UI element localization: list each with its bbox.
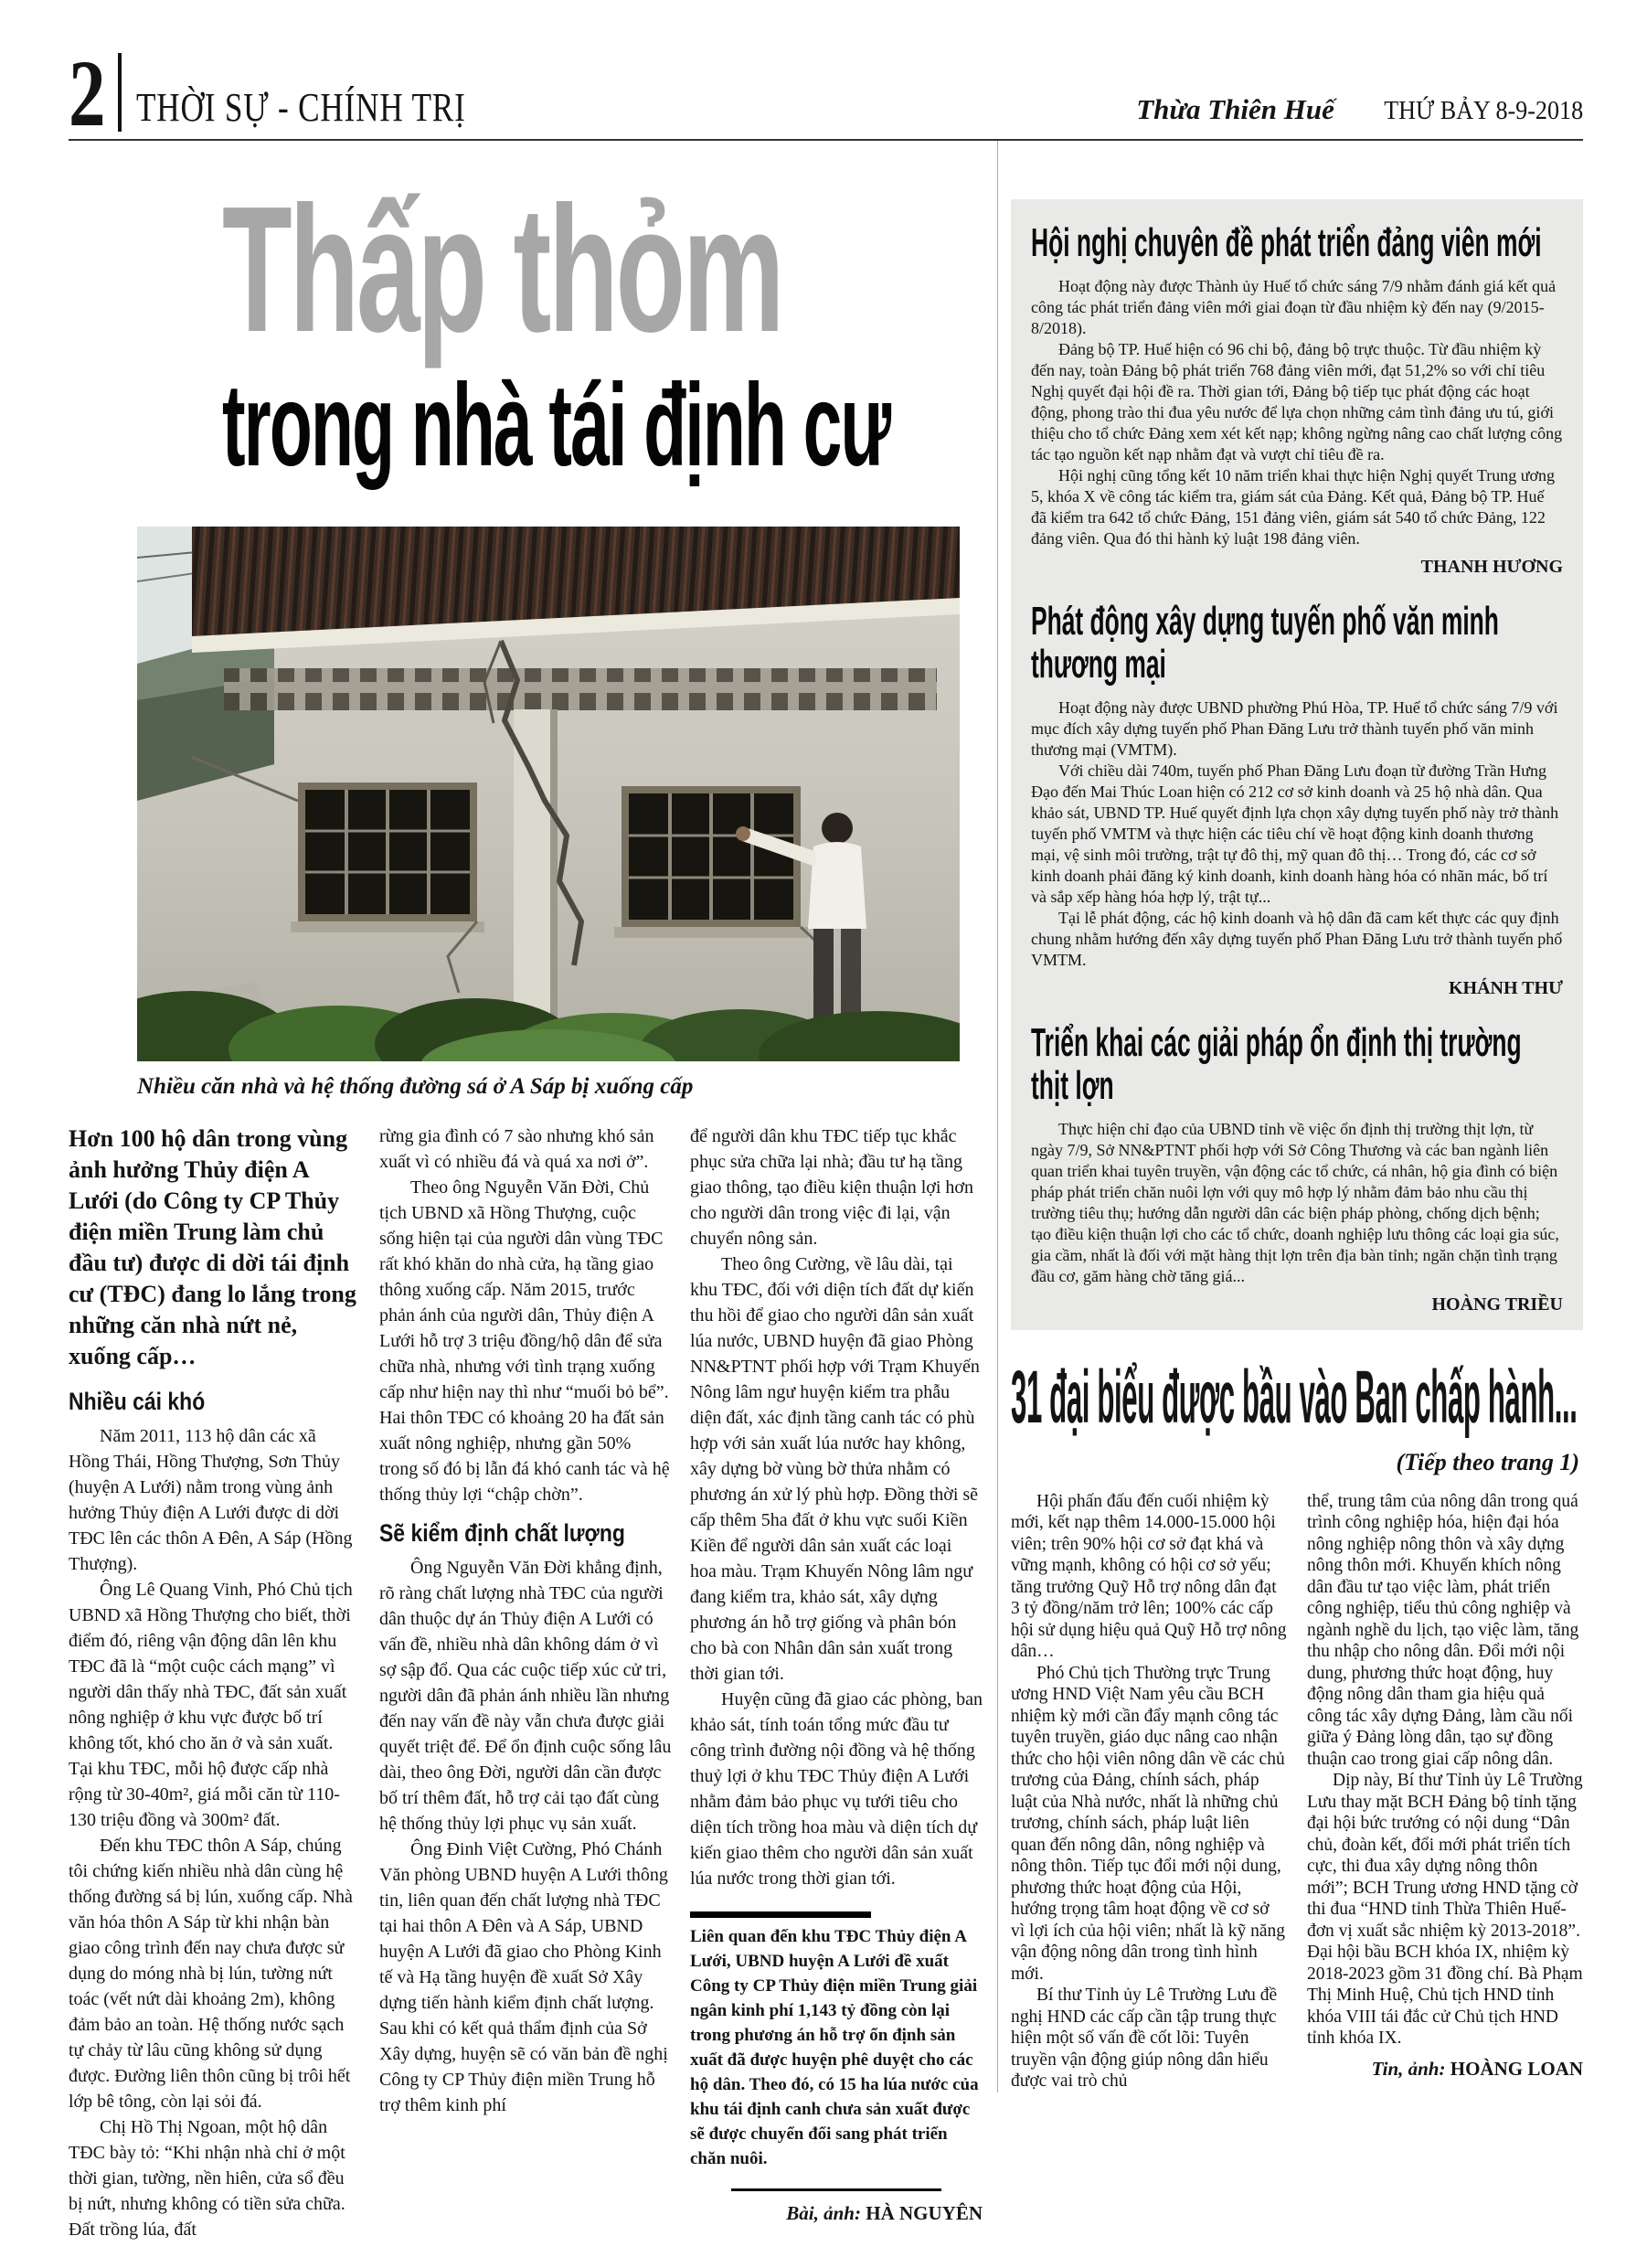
continued-article [1011, 1355, 1583, 2092]
paragraph: Năm 2011, 113 hộ dân các xã Hồng Thái, Hồng Thượng, Sơn Thủy (huyện A Lưới) nằm trong vùng ảnh hưởng Thủy điện A Lưới được di dời TĐC lên các thôn A Đên, A Sáp (Hồng Thượng). [69, 1425, 353, 1574]
paragraph: Thực hiện chỉ đạo của UBND tỉnh về việc ổn định thị trường thịt lợn, từ ngày 7/9, Sở NN&PTNT phối hợp với Sở Công Thương và các ban ngành liên quan triển khai tuyên truyền, vận động các tổ chức, cá nhân, hộ gia đình có biện pháp phát triển chăn nuôi lợn với quy mô hợp lý nhằm đảm bảo nhu cầu thị trường tiêu thụ; hướng dẫn người dân các biện pháp phòng, chống dịch bệnh; tạo điều kiện thuận lợi cho các tổ chức, doanh nghiệp lưu thông các loại gia súc, gia cầm, nhất là đối với mặt hàng thịt lợn trên địa bàn tỉnh; ngăn chặn tình trạng đầu cơ, găm hàng chờ tăng giá... [1031, 1119, 1559, 1285]
sidebar [997, 141, 1583, 2092]
feature-column-2 [379, 1123, 672, 2242]
sidebar-article-pork-market [1031, 1021, 1563, 1315]
paragraph: Ông Đinh Việt Cường, Phó Chánh Văn phòng UBND huyện A Lưới thông tin, liên quan đến chất lượng nhà TĐC tại hai thôn A Đên và A Sáp, UBND huyện A Lưới đã giao cho Phòng Kinh tế và Hạ tầng huyện đề xuất Sở Xây dựng tiến hành kiểm định chất lượng. Sau khi có kết quả thẩm định của Sở Xây dựng, huyện sẽ có văn bản đề nghị Công ty CP Thủy điện miền Trung hỗ trợ thêm kinh phí [379, 1838, 668, 2115]
article-byline: THANH HƯƠNG [1420, 556, 1563, 577]
photo-caption: Nhiều căn nhà và hệ thống đường sá ở A Sáp bị xuống cấp [137, 1074, 694, 1100]
article-body [1031, 1119, 1563, 1287]
continued-from-note: (Tiếp theo trang 1) [1396, 1448, 1579, 1475]
paragraph: Với chiều dài 740m, tuyến phố Phan Đăng Lưu đoạn từ đường Trần Hưng Đạo đến Mai Thúc Loan hiện có 212 cơ sở kinh doanh và 25 hộ nhà dân. Qua khảo sát, UBND TP. Huế quyết định lựa chọn xây dựng tuyến phố này trở thành tuyến phố VMTM và thực hiện các tiêu chí về hoạt động kinh doanh thương mại, vệ sinh môi trường, trật tự đô thị, mỹ quan đô thị… Trong đó, các cơ sở kinh doanh phải đăng ký kinh doanh, kinh doanh hàng hóa có nhãn mác, bố trí và sắp xếp hàng hóa hợp lý, trật tự... [1031, 761, 1559, 906]
paragraph: Chị Hồ Thị Ngoan, một hộ dân TĐC bày tỏ: “Khi nhận nhà chỉ ở một thời gian, tường, nền hiên, cửa sổ đều bị nứt, nhưng không có tiền sửa chữa. Đất trồng lúa, đất [69, 2116, 345, 2240]
paragraph: để người dân khu TĐC tiếp tục khắc phục sửa chữa lại nhà; đầu tư hạ tầng giao thông, tạo điều kiện thuận lợi hơn cho người dân trong việc đi lại, vận chuyển nông sản. [690, 1126, 973, 1250]
editor-note: Liên quan đến khu TĐC Thủy điện A Lưới, UBND huyện A Lưới đề xuất Công ty CP Thủy điện miền Trung giải ngân kinh phí 1,143 tỷ đồng còn lại trong phương án hỗ trợ ổn định sản xuất đã được huyện phê duyệt cho các hộ dân. Theo đó, có 15 ha lúa nước của khu tái định canh chưa sản xuất được sẽ được chuyển đổi sang phát triển chăn nuôi. [690, 1911, 983, 2171]
paragraph: Theo ông Nguyễn Văn Đời, Chủ tịch UBND xã Hồng Thượng, cuộc sống hiện tại của người dân vùng TĐC rất khó khăn do nhà cửa, hạ tầng giao thông xuống cấp. Năm 2015, trước phản ánh của người dân, Thủy điện A Lưới hỗ trợ 3 triệu đồng/hộ dân để sửa chữa nhà, nhưng với tình trạng xuống cấp như hiện nay thì như “muối bỏ bể”. Hai thôn TĐC có khoảng 20 ha đất sản xuất nông nghiệp, nhưng gần 50% trong số đó bị lẫn đá khó canh tác và hệ thống thủy lợi “chập chờn”. [379, 1177, 670, 1506]
paragraph: Hội nghị cũng tổng kết 10 năm triển khai thực hiện Nghị quyết Trung ương 5, khóa X về công tác kiểm tra, giám sát của Đảng. Kết quả, Đảng bộ TP. Huế đã kiểm tra 642 tổ chức Đảng, 151 đảng viên, giám sát 540 tổ chức Đảng, 122 đảng viên. Qua đó thi hành kỷ luật 198 đảng viên. [1031, 465, 1555, 548]
paragraph: Ông Nguyễn Văn Đời khẳng định, rõ ràng chất lượng nhà TĐC của người dân thuộc dự án Thủy điện A Lưới có vấn đề, nhiều nhà dân không dám ở vì sợ sập đổ. Qua các cuộc tiếp xúc cử tri, người dân đã phản ánh nhiều lần nhưng đến nay vấn đề này vẫn chưa được giải quyết triệt để. Để ổn định cuộc sống lâu dài, theo ông Đời, người dân cần được bố trí thêm đất, hỗ trợ cải tạo đất cùng hệ thống thủy lợi phục vụ sản xuất. [379, 1557, 672, 1834]
masthead: Thừa Thiên Huế [1136, 93, 1334, 125]
header-divider [118, 53, 122, 132]
article-title: Hội nghị chuyên đề phát triển đảng viên mới [1031, 220, 1542, 265]
news-briefs-panel [1011, 199, 1583, 1330]
article-byline: KHÁNH THƯ [1448, 977, 1563, 998]
continued-article-title: 31 đại biểu được bầu vào Ban chấp hành... [1011, 1355, 1578, 1439]
page-header [69, 41, 1583, 146]
paragraph: Hoạt động này được UBND phường Phú Hòa, TP. Huế tổ chức sáng 7/9 với mục đích xây dựng tuyến phố Phan Đăng Lưu trở thành tuyến phố văn minh thương mại (VMTM). [1031, 697, 1558, 759]
sidebar-article-party-members [1031, 221, 1563, 578]
page-date: THỨ BẢY 8-9-2018 [1384, 96, 1583, 125]
paragraph: Bí thư Tỉnh ủy Lê Trường Lưu đề nghị HND các cấp cần tập trung thực hiện một số vấn đề cốt lõi: Tuyên truyền vận động giúp nông dân hiểu được vai trò chủ [1011, 1986, 1278, 2092]
feature-columns [69, 1123, 986, 2242]
article-title: Triển khai các giải pháp ổn định thị trường thịt lợn [1031, 1019, 1522, 1109]
article-byline: HOÀNG TRIỀU [1431, 1294, 1563, 1315]
continued-column-1 [1011, 1491, 1287, 2092]
paragraph: Theo ông Cường, về lâu dài, tại khu TĐC, đối với diện tích đất dự kiến thu hồi để giao cho người dân sản xuất lúa nước, UBND huyện đã giao Phòng NN&PTNT phối hợp với Trạm Khuyến Nông lâm ngư huyện kiểm tra phẫu diện đất, xác định tầng canh tác có phù hợp với sản xuất lúa nước hay không, xây dựng bờ vùng bờ thửa nhằm có phương án xử lý phù hợp. Đồng thời sẽ cấp thêm 5ha đất ở khu vực suối Kiền Kiền để người dân sản xuất các loại hoa màu. Trạm Khuyến Nông lâm ngư đang kiểm tra, khảo sát, xây dựng phương án hỗ trợ giống và phân bón cho bà con Nhân dân sản xuất trong thời gian tới. [690, 1254, 980, 1685]
continued-column-2 [1307, 1491, 1583, 2092]
paragraph: Phó Chủ tịch Thường trực Trung ương HND Việt Nam yêu cầu BCH nhiệm kỳ mới cần đẩy mạnh công tác tuyên truyền, giáo dục nâng cao nhận thức cho hội viên nông dân về các chủ trương của Đảng, chính sách, pháp luật của Nhà nước, nhất là những chủ trương, chính sách, pháp luật liên quan đến nông dân, nông nghiệp và nông thôn. Tiếp tục đổi mới nội dung, phương thức hoạt động của Hội, hướng trọng tâm hoạt động về cơ sở vì lợi ích của hội viên; nhất là kỹ năng vận động nông dân trong tình hình mới. [1011, 1663, 1286, 1984]
lead-paragraph: Hơn 100 hộ dân trong vùng ảnh hưởng Thủy điện A Lưới (do Công ty CP Thủy điện miền Trung làm chủ đầu tư) được di dời tái định cư (TĐC) đang lo lắng trong những căn nhà nứt nẻ, xuống cấp… [69, 1125, 356, 1370]
subheading: Nhiều cái khó [69, 1388, 206, 1416]
paragraph: thể, trung tâm của nông dân trong quá trình công nghiệp hóa, hiện đại hóa nông nghiệp nông thôn và xây dựng nông thôn mới. Khuyến khích nông dân đầu tư tạo việc làm, phát triển công nghiệp, tiểu thủ công nghiệp và ngành nghề du lịch, tạo việc làm, tăng thu nhập cho nông dân. Đổi mới nội dung, phương thức hoạt động, huy động nông dân tham gia hiệu quả công tác xây dựng Đảng, làm cầu nối giữa ý Đảng lòng dân, tạo sự đồng thuận cao trong giai cấp nông dân. [1307, 1491, 1579, 1769]
sidebar-article-commercial-street [1031, 600, 1563, 999]
paragraph: Ông Lê Quang Vinh, Phó Chủ tịch UBND xã Hồng Thượng cho biết, thời điểm đó, riêng vận động dân lên khu TĐC đã là “một cuộc cách mạng” vì người dân thấy nhà TĐC, đất sản xuất nông nghiệp ở khu vực được bố trí không tốt, khó cho ăn ở và sản xuất. Tại khu TĐC, mỗi hộ được cấp nhà rộng từ 30-40m², giá mỗi căn từ 110-130 triệu đồng và 300m² đất. [69, 1579, 353, 1830]
section-title: THỜI SỰ - CHÍNH TRỊ [136, 85, 466, 130]
article-body [1031, 276, 1563, 549]
paragraph: Tại lễ phát động, các hộ kinh doanh và hộ dân đã cam kết thực các quy định chung nhằm hướng đến xây dựng tuyến phố Phan Đăng Lưu trở thành tuyến phố VMTM. [1031, 908, 1563, 969]
byline [690, 2188, 983, 2226]
paragraph: Hoạt động này được Thành ủy Huế tổ chức sáng 7/9 nhằm đánh giá kết quả công tác phát triển đảng viên mới giai đoạn từ đầu nhiệm kỳ đến nay (9/2015- 8/2018). [1031, 276, 1557, 337]
subheading: Sẽ kiểm định chất lượng [379, 1519, 625, 1548]
header-right [1136, 93, 1583, 132]
paragraph: Đảng bộ TP. Huế hiện có 96 chi bộ, đảng bộ trực thuộc. Từ đầu nhiệm kỳ đến nay, toàn Đảng bộ phát triển 768 đảng viên mới, đạt 51,2% so với chỉ tiêu Nghị quyết đại hội đề ra. Thời gian tới, Đảng bộ tiếp tục phát động các hoạt động, phong trào thi đua yêu nước để lựa chọn những cảm tình đảng ưu tú, giới thiệu cho tổ chức Đảng xem xét kết nạp; không ngừng nâng cao chất lượng công tác tạo nguồn kết nạp nhằm đạt và vượt chỉ tiêu đề ra. [1031, 339, 1563, 463]
article-title: Phát động xây dựng tuyến phố văn minh thương mại [1031, 598, 1499, 687]
paragraph: Dịp này, Bí thư Tỉnh ủy Lê Trường Lưu thay mặt BCH Đảng bộ tỉnh tặng đại hội bức trướng có nội dung “Dân chủ, đoàn kết, đổi mới phát triển tích cực, thi đua xây dựng nông thôn mới”; BCH Trung ương HND tặng cờ thi đua “HND tỉnh Thừa Thiên Huế- đơn vị xuất sắc nhiệm kỳ 2013-2018”. Đại hội bầu BCH khóa IX, nhiệm kỳ 2018-2023 gồm 31 đồng chí. Bà Phạm Thị Minh Huệ, Chủ tịch HND tỉnh khóa VIII tái đắc cử Chủ tịch HND tỉnh khóa IX. [1307, 1771, 1583, 2049]
paragraph: Huyện cũng đã giao các phòng, ban khảo sát, tính toán tổng mức đầu tư công trình đường nội đồng và hệ thống thuỷ lợi ở khu TĐC Thủy điện A Lưới nhằm đảm bảo phục vụ tưới tiêu cho diện tích trồng hoa màu và diện tích dự kiến giao thêm cho người dân sản xuất lúa nước trong thời gian tới. [690, 1689, 983, 1890]
photo-house-cracked-wall [137, 527, 960, 1061]
paragraph: Đến khu TĐC thôn A Sáp, chúng tôi chứng kiến nhiều nhà dân cùng hệ thống đường sá bị lún, xuống cấp. Nhà văn hóa thôn A Sáp từ khi nhận bàn giao công trình đến nay chưa được sử dụng do móng nhà bị lún, tường nứt toác (vết nứt dài khoảng 2m), không đảm bảo an toàn. Hệ thống nước sạch tự chảy từ lâu cũng không sử dụng được. Đường liên thôn cũng bị trôi hết lớp bê tông, còn lại sỏi đá. [69, 1835, 353, 2112]
page-body [69, 141, 1583, 2242]
byline [1307, 2059, 1583, 2081]
feature-headline-top: Thấp thỏm [222, 169, 782, 369]
feature-headline-bottom: trong nhà tái định cư [222, 360, 890, 492]
article-body [1031, 697, 1563, 971]
paragraph: rừng gia đình có 7 sào nhưng khó sản xuất vì có nhiều đá và quá xa nơi ở”. [379, 1126, 654, 1173]
byline-label: Tin, ảnh: [1371, 2057, 1450, 2080]
feature-column-1 [69, 1123, 361, 2242]
feature-photo [137, 527, 960, 1100]
feature-article [69, 141, 986, 2242]
page-number: 2 [69, 41, 106, 146]
feature-column-3 [690, 1123, 983, 2242]
continued-columns [1011, 1491, 1583, 2092]
byline-name: HOÀNG LOAN [1450, 2057, 1583, 2080]
byline-name: HÀ NGUYÊN [866, 2202, 983, 2225]
paragraph: Hội phấn đấu đến cuối nhiệm kỳ mới, kết nạp thêm 14.000-15.000 hội viên; trên 90% hội cơ sở đạt khá và vững mạnh, không có hội cơ sở yếu; tăng trưởng Quỹ Hỗ trợ nông dân đạt 3 tỷ đồng/năm trở lên; 100% các cấp hội sử dụng hiệu quả Quỹ Hỗ trợ nông dân… [1011, 1491, 1287, 1662]
byline-label: Bài, ảnh: [786, 2202, 866, 2225]
